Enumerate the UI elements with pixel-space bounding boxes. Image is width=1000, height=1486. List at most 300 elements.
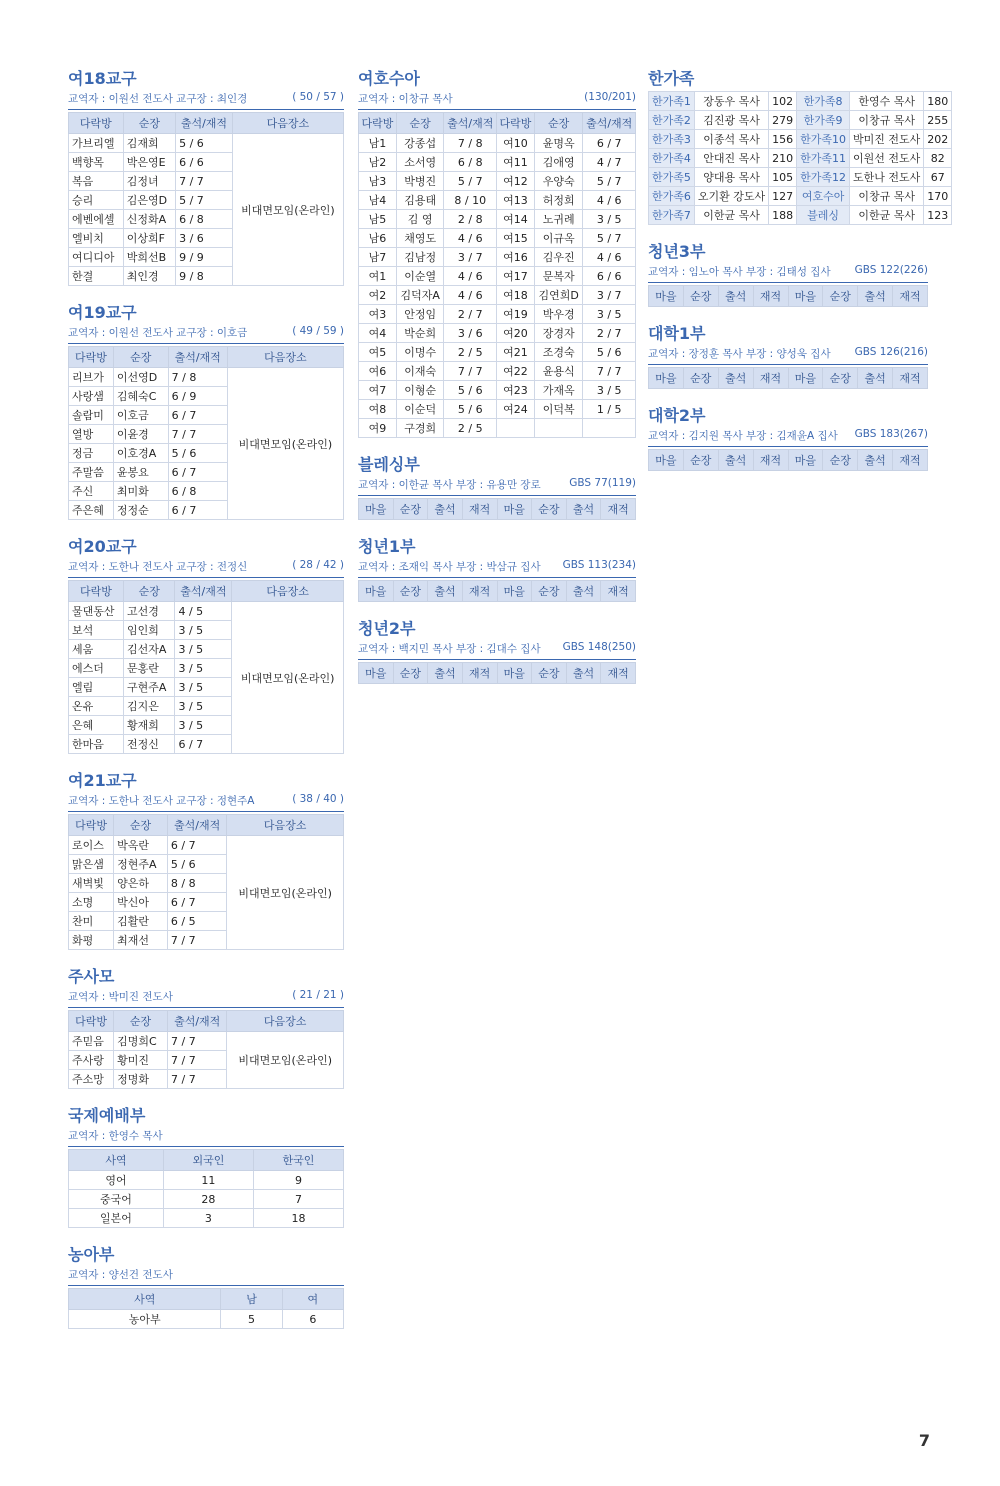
- table-cell: 156: [769, 130, 797, 149]
- table-cell: 보석: [69, 621, 124, 640]
- table-cell: 255: [924, 111, 952, 130]
- section-title: 청년1부: [358, 537, 416, 556]
- table-cell: 5 / 7: [583, 172, 636, 191]
- table-cell: 여호수아: [797, 187, 850, 206]
- table-cell: 한영수 목사: [850, 92, 924, 111]
- section-subtitle: 교역자 : 김지원 목사 부장 : 김재윤A 집사 GBS 183(267): [648, 428, 928, 447]
- table-cell: 여2: [359, 286, 397, 305]
- table-cell: 여6: [359, 362, 397, 381]
- district-table: [68, 346, 344, 520]
- district-table: [68, 112, 344, 286]
- univ1-table: [648, 367, 928, 389]
- section-title: 여호수아: [358, 69, 420, 88]
- column-header: 사역: [69, 1150, 164, 1171]
- table-cell: 3 / 6: [444, 324, 497, 343]
- table-cell: 남4: [359, 191, 397, 210]
- table-cell: 소명: [69, 893, 114, 912]
- column-header: 외국인: [163, 1150, 253, 1171]
- column-header: 마을: [788, 368, 823, 389]
- table-cell: 승리: [69, 191, 124, 210]
- table-cell: 2 / 8: [444, 210, 497, 229]
- table-cell: 7: [253, 1190, 343, 1209]
- table-cell: 일본어: [69, 1209, 164, 1228]
- table-row: [649, 149, 952, 168]
- table-row: [69, 134, 344, 153]
- section-subtitle: [68, 325, 344, 344]
- column-header: 다음장소: [227, 347, 343, 368]
- table-cell: 한가족5: [649, 168, 695, 187]
- table-cell: 3 / 5: [175, 678, 232, 697]
- table-cell: 여14: [497, 210, 535, 229]
- table-row: [359, 305, 636, 324]
- table-cell: 7 / 7: [168, 1032, 227, 1051]
- header-row: [69, 1150, 344, 1171]
- table-cell: 신정화A: [123, 210, 175, 229]
- table-cell: 한가족6: [649, 187, 695, 206]
- table-cell: 화평: [69, 931, 114, 950]
- table-row: [69, 1032, 344, 1051]
- table-cell: 조경숙: [534, 343, 583, 362]
- table-cell: 105: [769, 168, 797, 187]
- section-ministry: [68, 1103, 344, 1228]
- column-3: [648, 60, 949, 485]
- table-cell: 엘비치: [69, 229, 124, 248]
- youth3-table: [648, 285, 928, 307]
- table-row: [359, 400, 636, 419]
- column-header: 순장: [393, 581, 428, 602]
- table-cell: 5 / 6: [444, 381, 497, 400]
- table-cell: 3 / 7: [583, 286, 636, 305]
- section-univ2: [648, 403, 928, 471]
- column-header: 출석/재적: [444, 113, 497, 134]
- column-header: 마을: [649, 286, 684, 307]
- table-cell: 박옥란: [114, 836, 168, 855]
- column-header: 다음장소: [227, 815, 344, 836]
- column-header: 재적: [601, 581, 636, 602]
- table-row: [69, 1190, 344, 1209]
- table-row: [359, 362, 636, 381]
- table-row: [69, 602, 344, 621]
- table-cell: 이호경A: [113, 444, 168, 463]
- table-cell: 127: [769, 187, 797, 206]
- table-cell: 한가족4: [649, 149, 695, 168]
- header-row: [69, 1011, 344, 1032]
- table-cell: 한가족8: [797, 92, 850, 111]
- table-cell: 4 / 6: [444, 229, 497, 248]
- section-title: 여18교구: [68, 69, 137, 88]
- table-cell: 4 / 7: [583, 153, 636, 172]
- table-cell: 남7: [359, 248, 397, 267]
- table-cell: 남3: [359, 172, 397, 191]
- table-cell: 여19: [497, 305, 535, 324]
- table-cell: 김혜숙C: [113, 387, 168, 406]
- header-row: [649, 286, 928, 307]
- section-subtitle: [68, 91, 344, 110]
- table-cell: 5 / 6: [176, 134, 233, 153]
- ministry-table: [68, 1288, 344, 1329]
- table-cell: 9: [253, 1171, 343, 1190]
- section-youth2: [358, 616, 636, 684]
- table-cell: 도한나 전도사: [850, 168, 924, 187]
- table-cell: 6 / 8: [444, 153, 497, 172]
- table-cell: 여16: [497, 248, 535, 267]
- table-cell: 세움: [69, 640, 124, 659]
- table-cell: [497, 419, 535, 438]
- table-cell: 소서영: [396, 153, 444, 172]
- table-cell: 영어: [69, 1171, 164, 1190]
- table-cell: 3: [163, 1209, 253, 1228]
- table-cell: 여22: [497, 362, 535, 381]
- table-cell: 우양숙: [534, 172, 583, 191]
- hangajok-table: [648, 91, 952, 225]
- table-cell: 남2: [359, 153, 397, 172]
- section-univ1: [648, 321, 928, 389]
- table-cell: 이종석 목사: [694, 130, 768, 149]
- column-header: 출석/재적: [175, 581, 232, 602]
- table-cell: 김남정: [396, 248, 444, 267]
- table-cell: 6 / 7: [168, 406, 227, 425]
- table-cell: 7 / 7: [583, 362, 636, 381]
- table-cell: 7 / 8: [168, 368, 227, 387]
- section-hangajok: [648, 66, 949, 225]
- table-cell: 여4: [359, 324, 397, 343]
- table-cell: 5 / 6: [444, 400, 497, 419]
- table-cell: 여1: [359, 267, 397, 286]
- column-header: 출석/재적: [167, 815, 226, 836]
- column-header: 출석: [858, 368, 893, 389]
- table-cell: 6 / 6: [176, 153, 233, 172]
- column-header: 한국인: [253, 1150, 343, 1171]
- table-cell: 이상희F: [123, 229, 175, 248]
- table-cell: 여20: [497, 324, 535, 343]
- column-header: 다락방: [497, 113, 535, 134]
- section-title: 한가족: [648, 69, 695, 88]
- column-header: 마을: [497, 499, 532, 520]
- table-cell: 중국어: [69, 1190, 164, 1209]
- table-row: [69, 1209, 344, 1228]
- attendance-count: ( 49 / 59 ): [292, 325, 344, 337]
- table-cell: 6 / 7: [167, 893, 226, 912]
- column-header: 다락방: [69, 347, 114, 368]
- column-header: 순장: [532, 663, 567, 684]
- district-table: [68, 814, 344, 950]
- table-cell: 여17: [497, 267, 535, 286]
- table-cell: 3 / 7: [444, 248, 497, 267]
- column-header: 마을: [649, 450, 684, 471]
- table-cell: 채영도: [396, 229, 444, 248]
- column-header: 순장: [393, 499, 428, 520]
- table-cell: 전정신: [123, 735, 175, 754]
- table-cell: 장경자: [534, 324, 583, 343]
- table-row: [359, 172, 636, 191]
- table-row: [359, 153, 636, 172]
- table-row: [359, 210, 636, 229]
- column-header: 다락방: [69, 113, 124, 134]
- table-cell: 이윤경: [113, 425, 168, 444]
- table-row: [649, 111, 952, 130]
- table-cell: 여15: [497, 229, 535, 248]
- section-yeohosua: [358, 66, 636, 438]
- table-cell: 주사랑: [69, 1051, 114, 1070]
- table-cell: 8 / 10: [444, 191, 497, 210]
- youth1-table: [358, 580, 636, 602]
- column-header: 출석: [718, 368, 753, 389]
- table-cell: 은혜: [69, 716, 124, 735]
- table-cell: 남5: [359, 210, 397, 229]
- table-cell: 6 / 7: [167, 836, 226, 855]
- table-cell: 202: [924, 130, 952, 149]
- section-title: 여19교구: [68, 303, 137, 322]
- column-header: 출석: [566, 581, 601, 602]
- table-cell: 김 영: [396, 210, 444, 229]
- table-cell: 이창규 목사: [850, 187, 924, 206]
- table-row: [359, 267, 636, 286]
- section-subtitle: [68, 1128, 344, 1147]
- column-header: 마을: [497, 663, 532, 684]
- table-cell: 남6: [359, 229, 397, 248]
- column-header: 출석: [428, 663, 463, 684]
- table-cell: 박병진: [396, 172, 444, 191]
- table-cell: 김명희C: [114, 1032, 168, 1051]
- table-cell: 170: [924, 187, 952, 206]
- column-header: 재적: [601, 499, 636, 520]
- table-cell: 한가족11: [797, 149, 850, 168]
- column-header: 마을: [359, 499, 394, 520]
- table-cell: 3 / 5: [175, 697, 232, 716]
- table-cell: 정현주A: [114, 855, 168, 874]
- table-cell: 한가족3: [649, 130, 695, 149]
- table-cell: 한가족12: [797, 168, 850, 187]
- table-cell: [583, 419, 636, 438]
- column-2: [358, 60, 636, 698]
- table-cell: 문홍란: [123, 659, 175, 678]
- yeohosua-table: [358, 112, 636, 438]
- table-cell: 윤봉요: [113, 463, 168, 482]
- table-cell: 김덕자A: [396, 286, 444, 305]
- leader-info: 교역자 : 이원선 전도사 교구장 : 최인경: [68, 93, 248, 105]
- table-cell: 여7: [359, 381, 397, 400]
- table-cell: 최미화: [113, 482, 168, 501]
- section-subtitle: [68, 559, 344, 578]
- table-cell: 6 / 7: [168, 501, 227, 520]
- table-cell: 3 / 5: [583, 305, 636, 324]
- table-cell: 이호금: [113, 406, 168, 425]
- table-cell: 고선경: [123, 602, 175, 621]
- table-cell: 맑은샘: [69, 855, 114, 874]
- table-cell: 1 / 5: [583, 400, 636, 419]
- column-header: 재적: [893, 286, 928, 307]
- column-header: 여: [282, 1289, 343, 1310]
- column-header: 다락방: [69, 1011, 114, 1032]
- table-row: [649, 187, 952, 206]
- column-header: 순장: [113, 347, 168, 368]
- table-cell: 이재숙: [396, 362, 444, 381]
- section-district: [68, 66, 344, 286]
- section-subtitle: [68, 1267, 344, 1286]
- header-row: [69, 1289, 344, 1310]
- table-cell: 7 / 7: [167, 931, 226, 950]
- table-cell: 9 / 9: [176, 248, 233, 267]
- section-subtitle: 교역자 : 백지민 목사 부장 : 김대수 집사 GBS 148(250): [358, 641, 636, 660]
- table-cell: 김진광 목사: [694, 111, 768, 130]
- table-cell: 에스더: [69, 659, 124, 678]
- table-cell: 3 / 5: [583, 381, 636, 400]
- header-row: [359, 499, 636, 520]
- table-cell: 4 / 5: [175, 602, 232, 621]
- column-header: 출석: [858, 286, 893, 307]
- table-row: [359, 381, 636, 400]
- table-cell: 6 / 5: [167, 912, 226, 931]
- column-header: 사역: [69, 1289, 221, 1310]
- column-header: 마을: [788, 286, 823, 307]
- section-youth3: [648, 239, 928, 307]
- table-cell: 여21: [497, 343, 535, 362]
- table-cell: 임인희: [123, 621, 175, 640]
- table-cell: 김재희: [123, 134, 175, 153]
- table-cell: 주말씀: [69, 463, 114, 482]
- column-header: 순장: [123, 113, 175, 134]
- section-title: 대학2부: [648, 406, 706, 425]
- table-cell: 김은영D: [123, 191, 175, 210]
- column-header: 재적: [462, 499, 497, 520]
- table-cell: 4 / 6: [583, 191, 636, 210]
- table-cell: 구경희: [396, 419, 444, 438]
- header-row: [69, 581, 344, 602]
- table-cell: 솔람미: [69, 406, 114, 425]
- meeting-place: 비대면모임(온라인): [227, 1032, 344, 1089]
- table-cell: 윤명옥: [534, 134, 583, 153]
- meeting-place: 비대면모임(온라인): [227, 836, 344, 950]
- table-cell: 5 / 6: [167, 855, 226, 874]
- section-title: 여20교구: [68, 537, 137, 556]
- table-row: [359, 134, 636, 153]
- table-row: [649, 168, 952, 187]
- table-cell: 3 / 5: [175, 659, 232, 678]
- column-header: 출석/재적: [168, 1011, 227, 1032]
- table-row: [649, 92, 952, 111]
- table-cell: 박우경: [534, 305, 583, 324]
- table-cell: 여9: [359, 419, 397, 438]
- table-cell: 이순덕: [396, 400, 444, 419]
- table-cell: 이한균 목사: [694, 206, 768, 225]
- table-cell: 5: [221, 1310, 282, 1329]
- table-cell: 123: [924, 206, 952, 225]
- table-row: [359, 248, 636, 267]
- column-header: 출석: [566, 499, 601, 520]
- table-cell: 이형순: [396, 381, 444, 400]
- table-cell: 18: [253, 1209, 343, 1228]
- table-cell: 윤용식: [534, 362, 583, 381]
- column-header: 재적: [753, 286, 788, 307]
- table-cell: 이한균 목사: [850, 206, 924, 225]
- table-cell: 남1: [359, 134, 397, 153]
- table-cell: 한가족1: [649, 92, 695, 111]
- column-header: 순장: [532, 581, 567, 602]
- table-cell: 박은영E: [123, 153, 175, 172]
- column-header: 다락방: [69, 815, 114, 836]
- table-cell: 주신: [69, 482, 114, 501]
- table-cell: 백향목: [69, 153, 124, 172]
- column-header: 마을: [359, 581, 394, 602]
- table-cell: 5 / 7: [583, 229, 636, 248]
- table-cell: 가재옥: [534, 381, 583, 400]
- table-cell: 한가족10: [797, 130, 850, 149]
- table-cell: 3 / 5: [583, 210, 636, 229]
- table-cell: 강종섭: [396, 134, 444, 153]
- leader-info: 교역자 : 한영수 목사: [68, 1130, 163, 1142]
- column-header: 순장: [396, 113, 444, 134]
- table-cell: 주믿음: [69, 1032, 114, 1051]
- column-header: 마을: [497, 581, 532, 602]
- table-cell: 한가족9: [797, 111, 850, 130]
- attendance-count: ( 38 / 40 ): [292, 793, 344, 805]
- table-cell: 안정임: [396, 305, 444, 324]
- table-row: [649, 206, 952, 225]
- section-subtitle: 교역자 : 조재익 목사 부장 : 박삼규 집사 GBS 113(234): [358, 559, 636, 578]
- column-header: 재적: [462, 663, 497, 684]
- table-cell: 6 / 8: [168, 482, 227, 501]
- column-header: 재적: [753, 368, 788, 389]
- table-cell: 이명수: [396, 343, 444, 362]
- table-row: [649, 130, 952, 149]
- table-cell: 문복자: [534, 267, 583, 286]
- table-cell: 7 / 7: [168, 1070, 227, 1089]
- table-cell: 3 / 5: [175, 621, 232, 640]
- column-header: 출석: [428, 581, 463, 602]
- table-cell: 7 / 7: [176, 172, 233, 191]
- table-cell: 여디디아: [69, 248, 124, 267]
- table-cell: 여13: [497, 191, 535, 210]
- table-cell: 102: [769, 92, 797, 111]
- column-header: 순장: [823, 286, 858, 307]
- table-row: [359, 229, 636, 248]
- section-subtitle: [68, 989, 344, 1008]
- table-cell: 김활란: [114, 912, 168, 931]
- table-row: [359, 343, 636, 362]
- column-header: 다락방: [69, 581, 124, 602]
- table-cell: 김용태: [396, 191, 444, 210]
- univ2-table: [648, 449, 928, 471]
- section-subtitle: 교역자 : 임노아 목사 부장 : 김태성 집사 GBS 122(226): [648, 264, 928, 283]
- district-table: [68, 1010, 344, 1089]
- table-cell: 이창규 목사: [850, 111, 924, 130]
- table-cell: 김지은: [123, 697, 175, 716]
- table-cell: 허정희: [534, 191, 583, 210]
- table-cell: 2 / 5: [444, 419, 497, 438]
- table-cell: 4 / 6: [444, 286, 497, 305]
- column-1: [68, 60, 344, 1343]
- column-header: 순장: [114, 815, 168, 836]
- leader-info: 교역자 : 도한나 전도사 교구장 : 정현주A: [68, 795, 255, 807]
- section-title: 여21교구: [68, 771, 137, 790]
- table-cell: 엘림: [69, 678, 124, 697]
- table-cell: 여24: [497, 400, 535, 419]
- section-title: 청년2부: [358, 619, 416, 638]
- column-header: 재적: [462, 581, 497, 602]
- column-header: 출석/재적: [168, 347, 227, 368]
- table-cell: 블레싱: [797, 206, 850, 225]
- table-cell: 정명화: [114, 1070, 168, 1089]
- table-cell: 이선영D: [113, 368, 168, 387]
- column-header: 다음장소: [232, 113, 343, 134]
- table-cell: 안대진 목사: [694, 149, 768, 168]
- section-district: [68, 768, 344, 950]
- column-header: 순장: [683, 450, 718, 471]
- table-cell: 박미진 전도사: [850, 130, 924, 149]
- page-number: 7: [918, 1431, 930, 1450]
- table-cell: 노귀례: [534, 210, 583, 229]
- table-cell: 김정녀: [123, 172, 175, 191]
